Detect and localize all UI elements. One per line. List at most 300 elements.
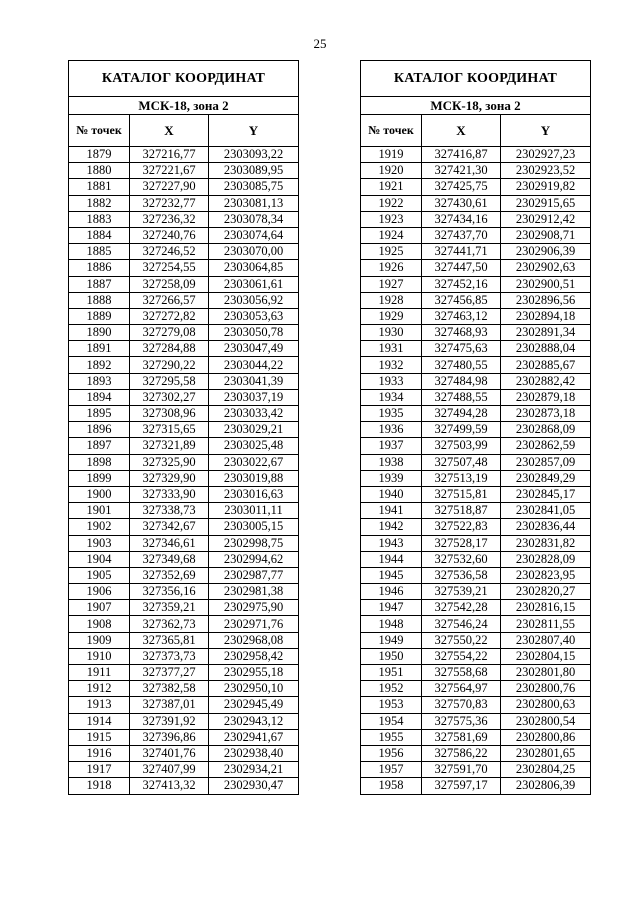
y-coordinate-cell: 2303064,85 <box>209 260 299 276</box>
point-number-cell: 1929 <box>361 308 422 324</box>
x-coordinate-cell: 327377,27 <box>130 665 209 681</box>
point-number-cell: 1933 <box>361 373 422 389</box>
table-row <box>69 503 299 519</box>
x-coordinate-cell: 327597,17 <box>422 778 501 794</box>
x-coordinate-cell: 327221,67 <box>130 163 209 179</box>
point-number-cell: 1934 <box>361 389 422 405</box>
point-number-cell: 1911 <box>69 665 130 681</box>
x-coordinate-cell: 327279,08 <box>130 325 209 341</box>
point-number-cell: 1951 <box>361 665 422 681</box>
y-coordinate-cell: 2302927,23 <box>501 147 591 163</box>
x-coordinate-cell: 327329,90 <box>130 470 209 486</box>
y-coordinate-cell: 2302885,67 <box>501 357 591 373</box>
point-number-cell: 1915 <box>69 729 130 745</box>
x-coordinate-cell: 327554,22 <box>422 648 501 664</box>
catalog-title: КАТАЛОГ КООРДИНАТ <box>361 61 591 97</box>
table-row <box>69 616 299 632</box>
y-coordinate-cell: 2302891,34 <box>501 325 591 341</box>
y-coordinate-cell: 2302807,40 <box>501 632 591 648</box>
x-coordinate-cell: 327503,99 <box>422 438 501 454</box>
x-coordinate-cell: 327325,90 <box>130 454 209 470</box>
y-coordinate-cell: 2303037,19 <box>209 389 299 405</box>
x-coordinate-cell: 327515,81 <box>422 486 501 502</box>
table-row <box>361 567 591 583</box>
table-row <box>361 438 591 454</box>
point-number-cell: 1893 <box>69 373 130 389</box>
point-number-cell: 1957 <box>361 762 422 778</box>
x-coordinate-cell: 327284,88 <box>130 341 209 357</box>
y-coordinate-cell: 2302902,63 <box>501 260 591 276</box>
y-coordinate-cell: 2303074,64 <box>209 227 299 243</box>
table-row <box>69 389 299 405</box>
y-coordinate-cell: 2302975,90 <box>209 600 299 616</box>
point-number-cell: 1900 <box>69 486 130 502</box>
y-coordinate-cell: 2302845,17 <box>501 486 591 502</box>
table-row <box>361 308 591 324</box>
x-coordinate-cell: 327564,97 <box>422 681 501 697</box>
y-coordinate-cell: 2302987,77 <box>209 567 299 583</box>
point-number-cell: 1920 <box>361 163 422 179</box>
point-number-cell: 1880 <box>69 163 130 179</box>
point-number-cell: 1924 <box>361 227 422 243</box>
point-number-cell: 1914 <box>69 713 130 729</box>
x-coordinate-cell: 327542,28 <box>422 600 501 616</box>
table-row <box>69 729 299 745</box>
table-row <box>69 341 299 357</box>
x-coordinate-cell: 327227,90 <box>130 179 209 195</box>
table-row <box>69 260 299 276</box>
table-row <box>69 406 299 422</box>
point-number-cell: 1925 <box>361 244 422 260</box>
x-coordinate-cell: 327333,90 <box>130 486 209 502</box>
x-coordinate-cell: 327240,76 <box>130 227 209 243</box>
point-number-cell: 1886 <box>69 260 130 276</box>
table-row <box>361 179 591 195</box>
point-number-cell: 1897 <box>69 438 130 454</box>
column-header-y: Y <box>501 115 591 147</box>
point-number-cell: 1904 <box>69 551 130 567</box>
catalog-rows <box>361 147 591 795</box>
y-coordinate-cell: 2302994,62 <box>209 551 299 567</box>
table-row <box>69 373 299 389</box>
coordinate-catalog-right <box>360 60 591 795</box>
y-coordinate-cell: 2303047,49 <box>209 341 299 357</box>
x-coordinate-cell: 327308,96 <box>130 406 209 422</box>
y-coordinate-cell: 2302945,49 <box>209 697 299 713</box>
x-coordinate-cell: 327401,76 <box>130 745 209 761</box>
point-number-cell: 1895 <box>69 406 130 422</box>
point-number-cell: 1892 <box>69 357 130 373</box>
table-row <box>69 762 299 778</box>
y-coordinate-cell: 2303033,42 <box>209 406 299 422</box>
y-coordinate-cell: 2302879,18 <box>501 389 591 405</box>
column-header-point-number: № точек <box>69 115 130 147</box>
column-header-x: X <box>130 115 209 147</box>
table-row <box>361 648 591 664</box>
y-coordinate-cell: 2303016,63 <box>209 486 299 502</box>
table-row <box>69 632 299 648</box>
y-coordinate-cell: 2302801,80 <box>501 665 591 681</box>
table-row <box>69 163 299 179</box>
point-number-cell: 1910 <box>69 648 130 664</box>
y-coordinate-cell: 2302998,75 <box>209 535 299 551</box>
y-coordinate-cell: 2303089,95 <box>209 163 299 179</box>
point-number-cell: 1921 <box>361 179 422 195</box>
y-coordinate-cell: 2302900,51 <box>501 276 591 292</box>
y-coordinate-cell: 2303019,88 <box>209 470 299 486</box>
x-coordinate-cell: 327546,24 <box>422 616 501 632</box>
table-row <box>69 551 299 567</box>
point-number-cell: 1954 <box>361 713 422 729</box>
x-coordinate-cell: 327295,58 <box>130 373 209 389</box>
point-number-cell: 1879 <box>69 147 130 163</box>
point-number-cell: 1950 <box>361 648 422 664</box>
y-coordinate-cell: 2302906,39 <box>501 244 591 260</box>
y-coordinate-cell: 2303056,92 <box>209 292 299 308</box>
point-number-cell: 1901 <box>69 503 130 519</box>
point-number-cell: 1953 <box>361 697 422 713</box>
x-coordinate-cell: 327581,69 <box>422 729 501 745</box>
table-row <box>69 438 299 454</box>
y-coordinate-cell: 2302800,54 <box>501 713 591 729</box>
x-coordinate-cell: 327425,75 <box>422 179 501 195</box>
point-number-cell: 1889 <box>69 308 130 324</box>
x-coordinate-cell: 327591,70 <box>422 762 501 778</box>
table-row <box>69 308 299 324</box>
x-coordinate-cell: 327382,58 <box>130 681 209 697</box>
table-row <box>361 163 591 179</box>
x-coordinate-cell: 327315,65 <box>130 422 209 438</box>
x-coordinate-cell: 327468,93 <box>422 325 501 341</box>
point-number-cell: 1931 <box>361 341 422 357</box>
table-row <box>69 470 299 486</box>
x-coordinate-cell: 327356,16 <box>130 584 209 600</box>
y-coordinate-cell: 2302934,21 <box>209 762 299 778</box>
table-row <box>69 227 299 243</box>
table-row <box>361 681 591 697</box>
point-number-cell: 1896 <box>69 422 130 438</box>
x-coordinate-cell: 327499,59 <box>422 422 501 438</box>
point-number-cell: 1890 <box>69 325 130 341</box>
x-coordinate-cell: 327272,82 <box>130 308 209 324</box>
point-number-cell: 1884 <box>69 227 130 243</box>
table-row <box>361 211 591 227</box>
point-number-cell: 1937 <box>361 438 422 454</box>
x-coordinate-cell: 327447,50 <box>422 260 501 276</box>
x-coordinate-cell: 327522,83 <box>422 519 501 535</box>
catalog-subtitle: МСК-18, зона 2 <box>361 97 591 115</box>
point-number-cell: 1918 <box>69 778 130 794</box>
x-coordinate-cell: 327290,22 <box>130 357 209 373</box>
x-coordinate-cell: 327575,36 <box>422 713 501 729</box>
table-row <box>361 195 591 211</box>
y-coordinate-cell: 2302806,39 <box>501 778 591 794</box>
x-coordinate-cell: 327513,19 <box>422 470 501 486</box>
point-number-cell: 1922 <box>361 195 422 211</box>
y-coordinate-cell: 2302882,42 <box>501 373 591 389</box>
x-coordinate-cell: 327518,87 <box>422 503 501 519</box>
point-number-cell: 1888 <box>69 292 130 308</box>
table-row <box>361 454 591 470</box>
point-number-cell: 1935 <box>361 406 422 422</box>
table-row <box>361 470 591 486</box>
x-coordinate-cell: 327236,32 <box>130 211 209 227</box>
y-coordinate-cell: 2303005,15 <box>209 519 299 535</box>
x-coordinate-cell: 327362,73 <box>130 616 209 632</box>
point-number-cell: 1898 <box>69 454 130 470</box>
x-coordinate-cell: 327488,55 <box>422 389 501 405</box>
point-number-cell: 1902 <box>69 519 130 535</box>
table-row <box>361 729 591 745</box>
table-row <box>361 551 591 567</box>
y-coordinate-cell: 2302841,05 <box>501 503 591 519</box>
x-coordinate-cell: 327532,60 <box>422 551 501 567</box>
table-row <box>361 600 591 616</box>
x-coordinate-cell: 327494,28 <box>422 406 501 422</box>
point-number-cell: 1913 <box>69 697 130 713</box>
point-number-cell: 1928 <box>361 292 422 308</box>
x-coordinate-cell: 327416,87 <box>422 147 501 163</box>
table-row <box>69 244 299 260</box>
y-coordinate-cell: 2302941,67 <box>209 729 299 745</box>
y-coordinate-cell: 2303070,00 <box>209 244 299 260</box>
page-number: 25 <box>313 36 327 51</box>
y-coordinate-cell: 2302831,82 <box>501 535 591 551</box>
point-number-cell: 1919 <box>361 147 422 163</box>
table-row <box>69 292 299 308</box>
catalog-title: КАТАЛОГ КООРДИНАТ <box>69 61 299 97</box>
y-coordinate-cell: 2302894,18 <box>501 308 591 324</box>
table-row <box>69 665 299 681</box>
y-coordinate-cell: 2302950,10 <box>209 681 299 697</box>
x-coordinate-cell: 327346,61 <box>130 535 209 551</box>
point-number-cell: 1903 <box>69 535 130 551</box>
y-coordinate-cell: 2302981,38 <box>209 584 299 600</box>
x-coordinate-cell: 327456,85 <box>422 292 501 308</box>
y-coordinate-cell: 2302958,42 <box>209 648 299 664</box>
table-row <box>69 325 299 341</box>
x-coordinate-cell: 327434,16 <box>422 211 501 227</box>
y-coordinate-cell: 2303078,34 <box>209 211 299 227</box>
y-coordinate-cell: 2302971,76 <box>209 616 299 632</box>
table-row <box>69 211 299 227</box>
y-coordinate-cell: 2302836,44 <box>501 519 591 535</box>
x-coordinate-cell: 327352,69 <box>130 567 209 583</box>
point-number-cell: 1944 <box>361 551 422 567</box>
x-coordinate-cell: 327342,67 <box>130 519 209 535</box>
table-row <box>69 276 299 292</box>
table-row <box>361 535 591 551</box>
x-coordinate-cell: 327441,71 <box>422 244 501 260</box>
column-header-y: Y <box>209 115 299 147</box>
point-number-cell: 1917 <box>69 762 130 778</box>
table-row <box>361 341 591 357</box>
y-coordinate-cell: 2302862,59 <box>501 438 591 454</box>
x-coordinate-cell: 327387,01 <box>130 697 209 713</box>
x-coordinate-cell: 327507,48 <box>422 454 501 470</box>
y-coordinate-cell: 2302930,47 <box>209 778 299 794</box>
point-number-cell: 1905 <box>69 567 130 583</box>
point-number-cell: 1894 <box>69 389 130 405</box>
y-coordinate-cell: 2302849,29 <box>501 470 591 486</box>
y-coordinate-cell: 2302857,09 <box>501 454 591 470</box>
column-header-point-number: № точек <box>361 115 422 147</box>
x-coordinate-cell: 327536,58 <box>422 567 501 583</box>
catalog-rows <box>69 147 299 795</box>
point-number-cell: 1949 <box>361 632 422 648</box>
point-number-cell: 1930 <box>361 325 422 341</box>
point-number-cell: 1916 <box>69 745 130 761</box>
y-coordinate-cell: 2303085,75 <box>209 179 299 195</box>
table-row <box>69 195 299 211</box>
x-coordinate-cell: 327365,81 <box>130 632 209 648</box>
x-coordinate-cell: 327558,68 <box>422 665 501 681</box>
y-coordinate-cell: 2302800,63 <box>501 697 591 713</box>
x-coordinate-cell: 327266,57 <box>130 292 209 308</box>
y-coordinate-cell: 2302816,15 <box>501 600 591 616</box>
point-number-cell: 1891 <box>69 341 130 357</box>
y-coordinate-cell: 2302828,09 <box>501 551 591 567</box>
table-row <box>69 486 299 502</box>
point-number-cell: 1943 <box>361 535 422 551</box>
x-coordinate-cell: 327437,70 <box>422 227 501 243</box>
table-row <box>69 454 299 470</box>
point-number-cell: 1926 <box>361 260 422 276</box>
table-row <box>69 713 299 729</box>
x-coordinate-cell: 327452,16 <box>422 276 501 292</box>
x-coordinate-cell: 327321,89 <box>130 438 209 454</box>
table-row <box>361 616 591 632</box>
y-coordinate-cell: 2303025,48 <box>209 438 299 454</box>
table-row <box>69 600 299 616</box>
point-number-cell: 1939 <box>361 470 422 486</box>
y-coordinate-cell: 2302888,04 <box>501 341 591 357</box>
table-row <box>361 373 591 389</box>
table-row <box>361 389 591 405</box>
y-coordinate-cell: 2302868,09 <box>501 422 591 438</box>
table-row <box>69 422 299 438</box>
table-row <box>69 681 299 697</box>
point-number-cell: 1955 <box>361 729 422 745</box>
x-coordinate-cell: 327539,21 <box>422 584 501 600</box>
x-coordinate-cell: 327586,22 <box>422 745 501 761</box>
y-coordinate-cell: 2302804,25 <box>501 762 591 778</box>
y-coordinate-cell: 2302912,42 <box>501 211 591 227</box>
table-row <box>361 697 591 713</box>
point-number-cell: 1948 <box>361 616 422 632</box>
x-coordinate-cell: 327373,73 <box>130 648 209 664</box>
table-row <box>361 422 591 438</box>
x-coordinate-cell: 327475,63 <box>422 341 501 357</box>
y-coordinate-cell: 2302820,27 <box>501 584 591 600</box>
y-coordinate-cell: 2302873,18 <box>501 406 591 422</box>
y-coordinate-cell: 2302800,86 <box>501 729 591 745</box>
table-row <box>361 260 591 276</box>
point-number-cell: 1958 <box>361 778 422 794</box>
point-number-cell: 1932 <box>361 357 422 373</box>
y-coordinate-cell: 2302968,08 <box>209 632 299 648</box>
coordinate-catalog-left <box>68 60 299 795</box>
table-row <box>69 147 299 163</box>
x-coordinate-cell: 327302,27 <box>130 389 209 405</box>
table-row <box>69 778 299 794</box>
y-coordinate-cell: 2302915,65 <box>501 195 591 211</box>
x-coordinate-cell: 327550,22 <box>422 632 501 648</box>
table-row <box>69 519 299 535</box>
x-coordinate-cell: 327413,32 <box>130 778 209 794</box>
x-coordinate-cell: 327407,99 <box>130 762 209 778</box>
catalog-subtitle: МСК-18, зона 2 <box>69 97 299 115</box>
point-number-cell: 1909 <box>69 632 130 648</box>
table-row <box>69 648 299 664</box>
x-coordinate-cell: 327463,12 <box>422 308 501 324</box>
table-row <box>361 503 591 519</box>
point-number-cell: 1927 <box>361 276 422 292</box>
point-number-cell: 1907 <box>69 600 130 616</box>
x-coordinate-cell: 327570,83 <box>422 697 501 713</box>
table-row <box>361 778 591 794</box>
point-number-cell: 1938 <box>361 454 422 470</box>
y-coordinate-cell: 2303029,21 <box>209 422 299 438</box>
y-coordinate-cell: 2302896,56 <box>501 292 591 308</box>
point-number-cell: 1923 <box>361 211 422 227</box>
table-row <box>69 357 299 373</box>
table-row <box>361 357 591 373</box>
point-number-cell: 1883 <box>69 211 130 227</box>
point-number-cell: 1885 <box>69 244 130 260</box>
table-row <box>69 567 299 583</box>
x-coordinate-cell: 327258,09 <box>130 276 209 292</box>
table-row <box>361 406 591 422</box>
point-number-cell: 1906 <box>69 584 130 600</box>
x-coordinate-cell: 327391,92 <box>130 713 209 729</box>
x-coordinate-cell: 327430,61 <box>422 195 501 211</box>
x-coordinate-cell: 327246,52 <box>130 244 209 260</box>
table-row <box>361 292 591 308</box>
point-number-cell: 1940 <box>361 486 422 502</box>
x-coordinate-cell: 327396,86 <box>130 729 209 745</box>
table-row <box>361 762 591 778</box>
y-coordinate-cell: 2302955,18 <box>209 665 299 681</box>
x-coordinate-cell: 327528,17 <box>422 535 501 551</box>
y-coordinate-cell: 2302923,52 <box>501 163 591 179</box>
x-coordinate-cell: 327484,98 <box>422 373 501 389</box>
y-coordinate-cell: 2303053,63 <box>209 308 299 324</box>
table-row <box>69 179 299 195</box>
x-coordinate-cell: 327254,55 <box>130 260 209 276</box>
point-number-cell: 1941 <box>361 503 422 519</box>
y-coordinate-cell: 2302800,76 <box>501 681 591 697</box>
table-row <box>361 632 591 648</box>
y-coordinate-cell: 2303061,61 <box>209 276 299 292</box>
table-row <box>361 584 591 600</box>
table-row <box>361 227 591 243</box>
y-coordinate-cell: 2302811,55 <box>501 616 591 632</box>
table-row <box>69 535 299 551</box>
table-row <box>361 276 591 292</box>
point-number-cell: 1887 <box>69 276 130 292</box>
x-coordinate-cell: 327359,21 <box>130 600 209 616</box>
y-coordinate-cell: 2302801,65 <box>501 745 591 761</box>
point-number-cell: 1952 <box>361 681 422 697</box>
point-number-cell: 1946 <box>361 584 422 600</box>
y-coordinate-cell: 2303093,22 <box>209 147 299 163</box>
y-coordinate-cell: 2303022,67 <box>209 454 299 470</box>
y-coordinate-cell: 2302938,40 <box>209 745 299 761</box>
x-coordinate-cell: 327349,68 <box>130 551 209 567</box>
table-row <box>361 325 591 341</box>
table-row <box>361 713 591 729</box>
